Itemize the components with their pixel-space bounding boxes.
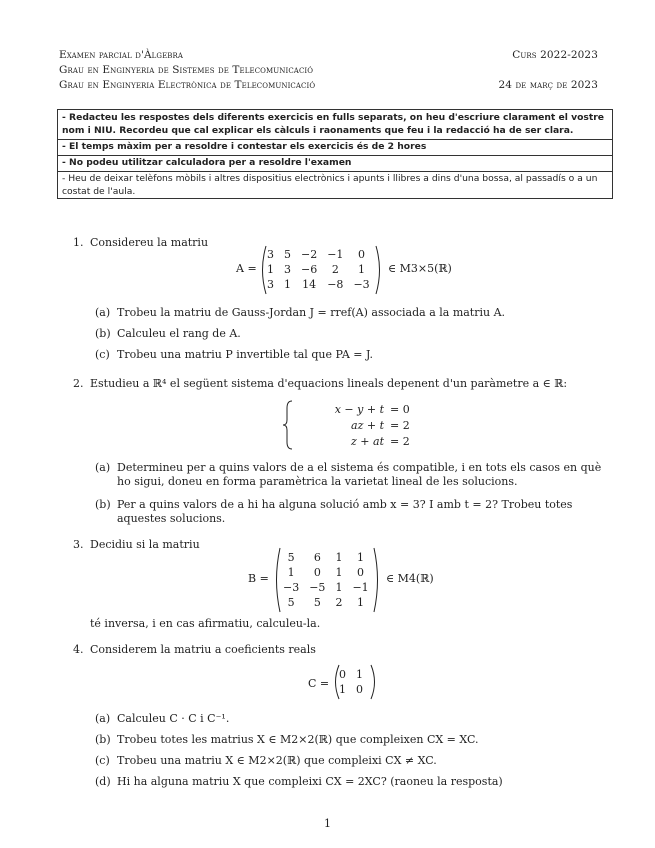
- instructions-box: [57, 109, 613, 199]
- system-eq-2-lhs: az + t: [351, 419, 384, 432]
- problem-3-number: 3.: [73, 538, 84, 551]
- header-line-3: [59, 79, 598, 91]
- matrix-c-lhs: C =: [308, 677, 330, 690]
- system-brace: [282, 400, 294, 450]
- degree-1: Grau en Enginyeria de Sistemes de Telecomunicació: [59, 64, 314, 76]
- matrix-a: [262, 247, 375, 292]
- matrix-row: −3 −5 1 −1: [283, 581, 369, 594]
- course-year: Curs 2022-2023: [512, 49, 598, 61]
- matrix-row: 5 6 1 1: [287, 551, 365, 564]
- right-paren: [374, 245, 384, 295]
- instruction-2: - El temps màxim per a resoldre i contestar els exercicis és de 2 hores: [62, 141, 427, 152]
- problem-1-intro: Considereu la matriu: [90, 236, 209, 249]
- item-label: (a): [95, 306, 111, 319]
- problem-4-intro: Considerem la matriu a coeficients reals: [90, 643, 316, 656]
- exam-title: Examen parcial d'Àlgebra: [59, 49, 184, 61]
- problem-1c: Trobeu una matriu P invertible tal que PA = J.: [117, 348, 374, 361]
- instruction-1b: nom i NIU. Recordeu que cal explicar els càlculs i raonaments que feu i la redacció ha de ser clara.: [62, 125, 574, 136]
- right-paren: [369, 664, 379, 700]
- problem-2a-line2: ho sigui, doneu en forma paramètrica la varietat lineal de les solucions.: [117, 475, 518, 488]
- item-label: (c): [95, 348, 110, 361]
- problem-4b: Trobeu totes les matrius X ∈ M2×2(ℝ) que compleixen CX = XC.: [117, 733, 479, 746]
- instruction-1a: - Redacteu les respostes dels diferents exercicis en fulls separats, on heu d'escriure clarament el vostre: [62, 112, 605, 123]
- matrix-row: 1 0: [339, 683, 363, 696]
- matrix-row: 3 1 14 −8 −3: [267, 278, 370, 291]
- problem-4-number: 4.: [73, 643, 84, 656]
- problem-3-outro: té inversa, i en cas afirmatiu, calculeu-la.: [90, 617, 321, 630]
- item-label: (b): [95, 498, 111, 511]
- problem-1-number: 1.: [73, 236, 84, 249]
- matrix-b-lhs: B =: [248, 572, 269, 585]
- system-eq-3-lhs: z + at: [351, 435, 384, 448]
- page-number: 1: [324, 817, 331, 830]
- matrix-b-space: ∈ M4(ℝ): [386, 572, 434, 585]
- problem-1b: Calculeu el rang de A.: [117, 327, 241, 340]
- item-label: (c): [95, 754, 110, 767]
- matrix-row: 1 0 1 0: [287, 566, 365, 579]
- matrix-row: 1 3 −6 2 1: [267, 263, 366, 276]
- problem-1a: Trobeu la matriu de Gauss-Jordan J = rref(A) associada a la matriu A.: [117, 306, 506, 319]
- problem-4d: Hi ha alguna matriu X que compleixi CX = 2XC? (raoneu la resposta): [117, 775, 503, 788]
- item-label: (d): [95, 775, 111, 788]
- problem-4a: Calculeu C · C i C⁻¹.: [117, 712, 230, 725]
- item-label: (b): [95, 733, 111, 746]
- system-eq-3-rhs: = 2: [390, 435, 410, 448]
- problem-2-number: 2.: [73, 377, 84, 390]
- instruction-4b: costat de l'aula.: [62, 186, 136, 197]
- problem-4c: Trobeu una matriu X ∈ M2×2(ℝ) que compleixi CX ≠ XC.: [117, 754, 437, 767]
- matrix-a-space: ∈ M3×5(ℝ): [388, 262, 452, 275]
- system-eq-1-rhs: = 0: [390, 403, 410, 416]
- matrix-row: 3 5 −2 −1 0: [267, 248, 366, 261]
- system-eq-1-lhs: x − y + t: [334, 403, 384, 416]
- system-eq-2-rhs: = 2: [390, 419, 410, 432]
- item-label: (a): [95, 712, 111, 725]
- instruction-3: - No podeu utilitzar calculadora per a resoldre l'examen: [62, 157, 352, 168]
- problem-3-intro: Decidiu si la matriu: [90, 538, 200, 551]
- item-label: (a): [95, 461, 111, 474]
- matrix-c: [334, 667, 368, 697]
- matrix-a-lhs: A =: [236, 262, 257, 275]
- problem-2a-line1: Determineu per a quins valors de a el sistema és compatible, i en tots els casos en què: [117, 461, 602, 474]
- header-line-1: [59, 49, 598, 61]
- matrix-row: 5 5 2 1: [287, 596, 365, 609]
- exam-date: 24 de març de 2023: [498, 79, 598, 91]
- instruction-4a: - Heu de deixar telèfons mòbils i altres dispositius electrònics i apunts i llibres a dins d'una bossa, al passadís o a un: [62, 173, 598, 184]
- item-label: (b): [95, 327, 111, 340]
- right-paren: [372, 547, 382, 613]
- problem-2b-line2: aquestes solucions.: [117, 512, 226, 525]
- header-line-2: [59, 64, 598, 76]
- problem-2b-line1: Per a quins valors de a hi ha alguna solució amb x = 3? I amb t = 2? Trobeu totes: [117, 498, 573, 511]
- problem-2-intro: Estudieu a ℝ⁴ el següent sistema d'equacions lineals depenent d'un paràmetre a ∈ ℝ:: [90, 377, 568, 390]
- degree-2: Grau en Enginyeria Electrònica de Telecomunicació: [59, 79, 316, 91]
- matrix-b: [278, 550, 374, 610]
- matrix-row: 0 1: [339, 668, 363, 681]
